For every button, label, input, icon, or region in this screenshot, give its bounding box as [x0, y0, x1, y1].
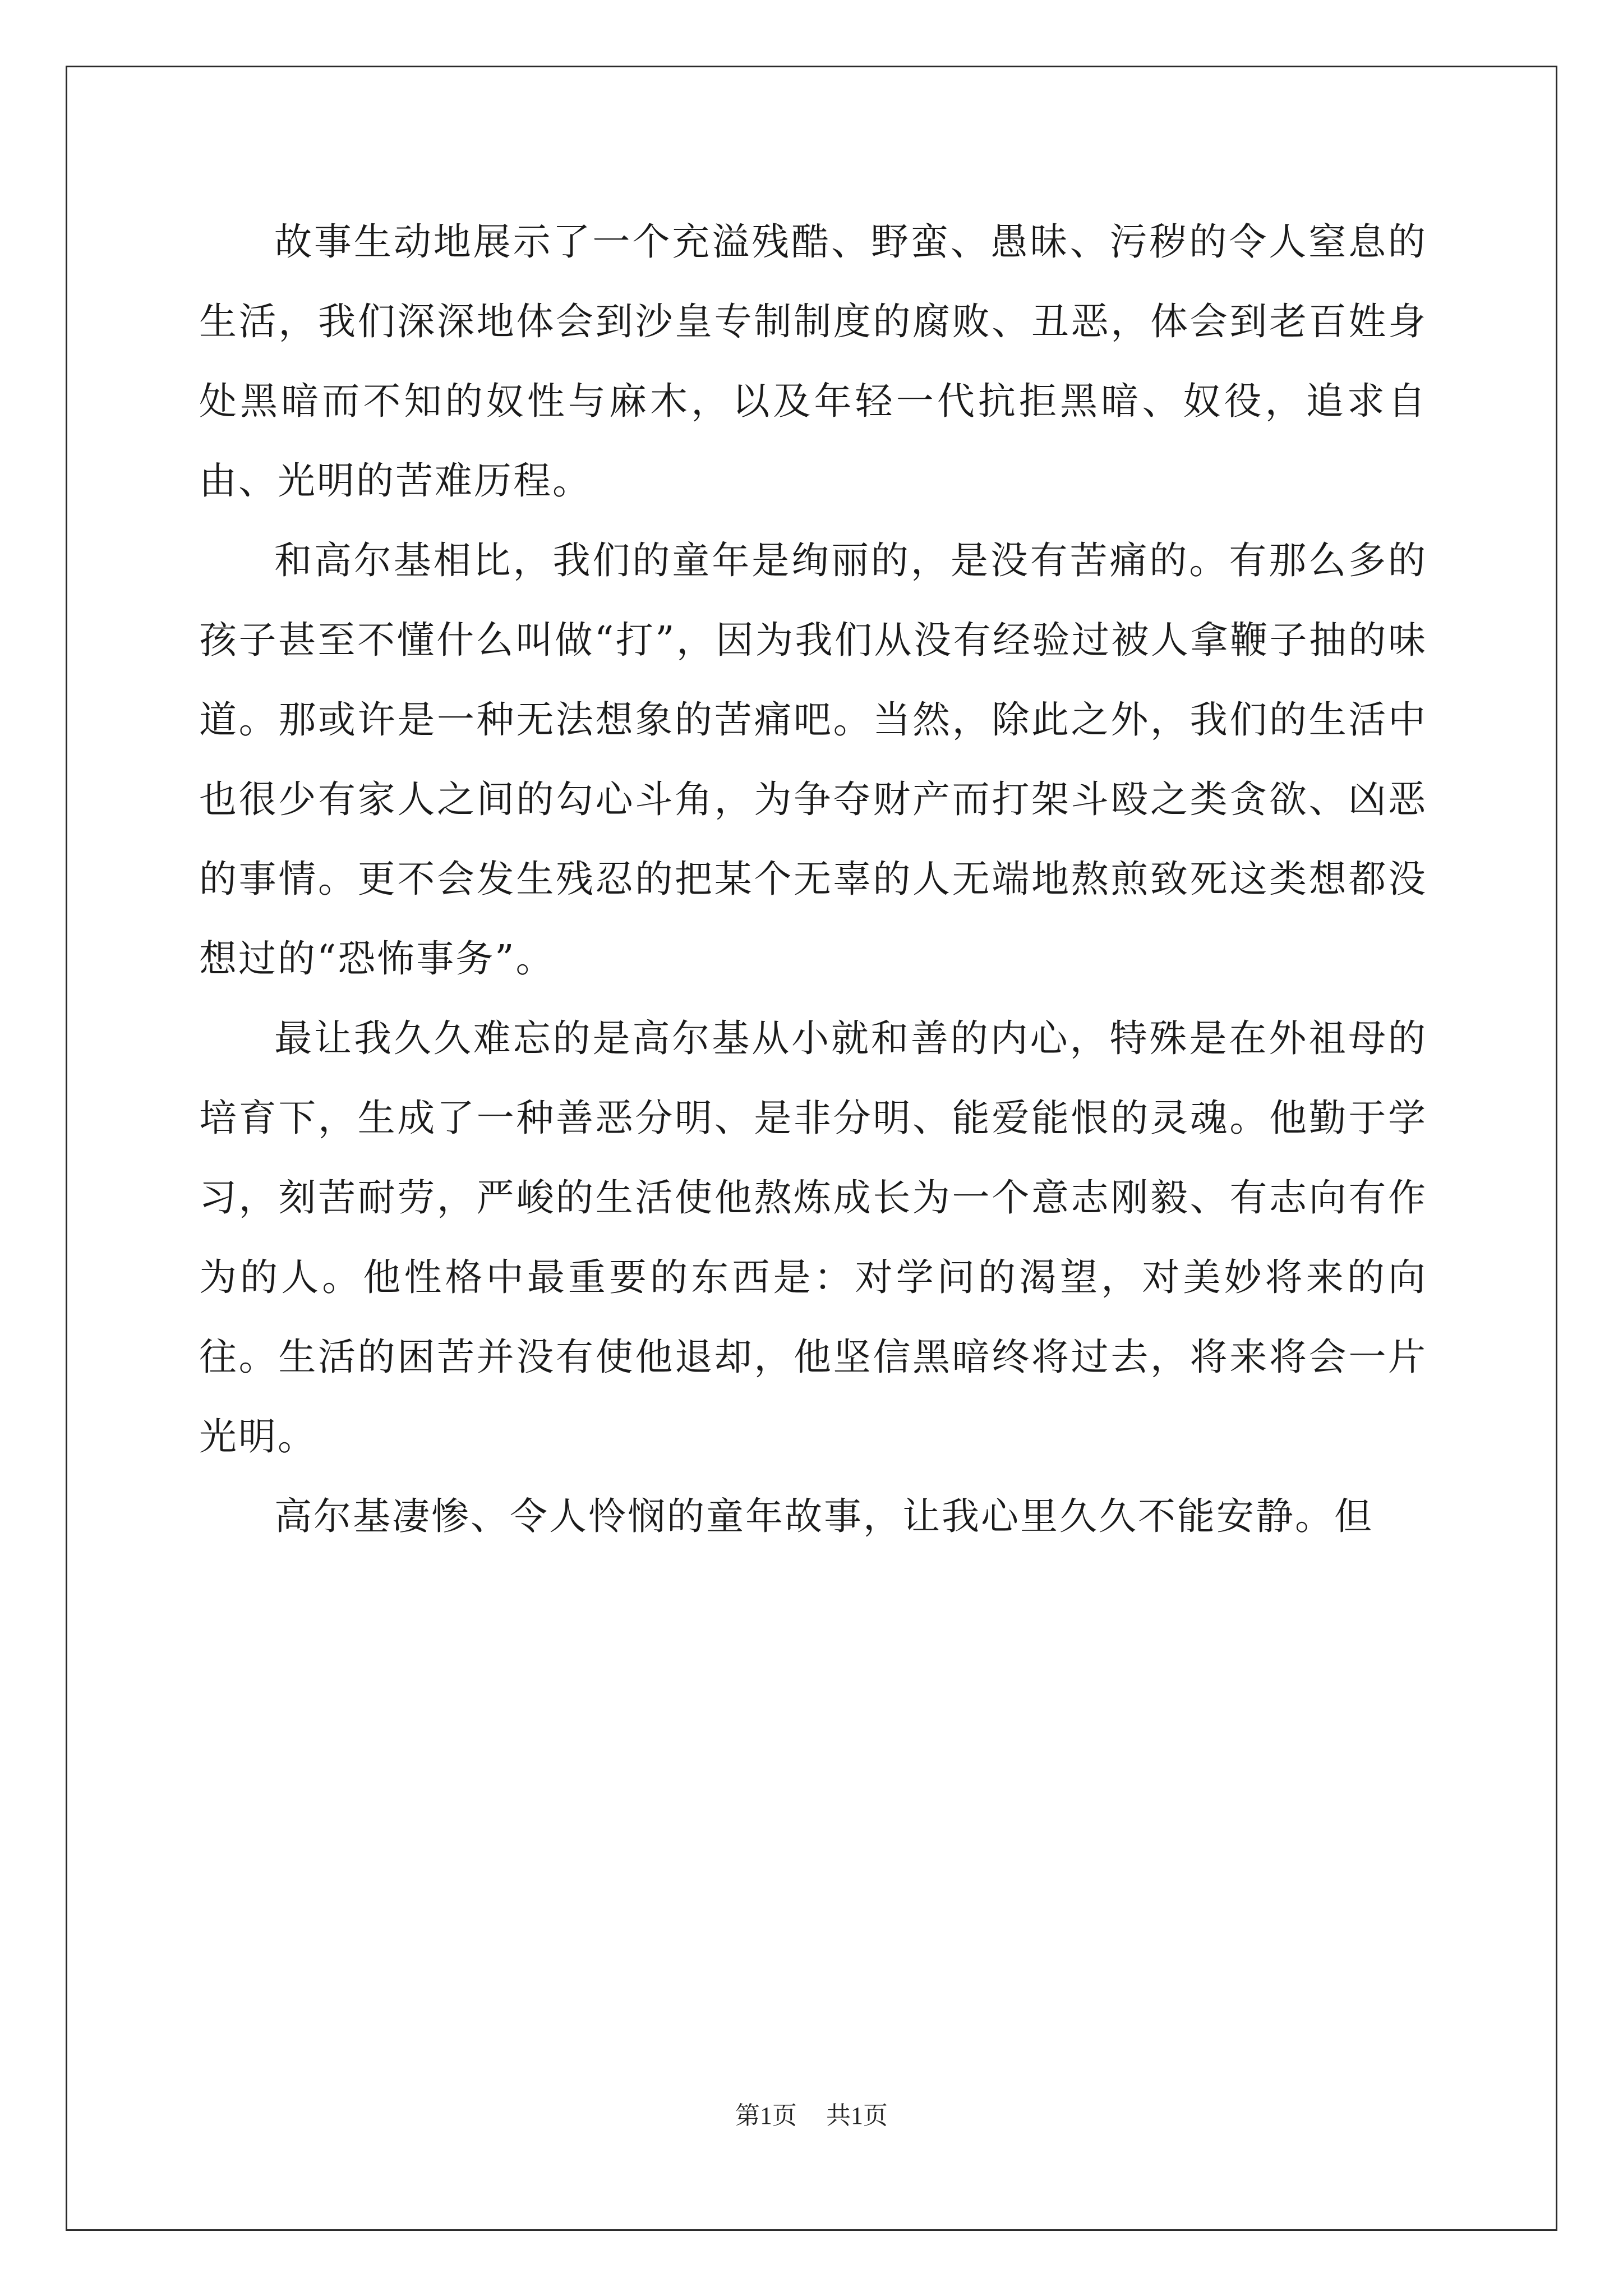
document-body: [199, 202, 1427, 1556]
page-footer: [0, 2099, 1623, 2133]
page-total: 共1页: [826, 2102, 888, 2129]
paragraph-1: 故事生动地展示了一个充溢残酷、野蛮、愚昧、污秽的令人窒息的生活，我们深深地体会到沙皇专制制度的腐败、丑恶，体会到老百姓身处黑暗而不知的奴性与麻木，以及年轻一代抗拒黑暗、奴役，追求自由、光明的苦难历程。: [199, 220, 1427, 503]
page-number: 第1页: [735, 2102, 797, 2129]
paragraph-2: 和高尔基相比，我们的童年是绚丽的，是没有苦痛的。有那么多的孩子甚至不懂什么叫做“打”，因为我们从没有经验过被人拿鞭子抽的味道。那或许是一种无法想象的苦痛吧。当然，除此之外，我们的生活中也很少有家人之间的勾心斗角，为争夺财产而打架斗殴之类贪欲、凶恶的事情。更不会发生残忍的把某个无辜的人无端地熬煎致死这类想都没想过的“恐怖事务”。: [199, 539, 1427, 981]
paragraph-4: 高尔基凄惨、令人怜悯的童年故事，让我心里久久不能安静。但: [274, 1494, 1373, 1538]
paragraph-3: 最让我久久难忘的是高尔基从小就和善的内心，特殊是在外祖母的培育下，生成了一种善恶分明、是非分明、能爱能恨的灵魂。他勤于学习，刻苦耐劳，严峻的生活使他熬炼成长为一个意志刚毅、有志向有作为的人。他性格中最重要的东西是：对学问的渴望，对美妙将来的向往。生活的困苦并没有使他退却，他坚信黑暗终将过去，将来将会一片光明。: [199, 1016, 1427, 1458]
